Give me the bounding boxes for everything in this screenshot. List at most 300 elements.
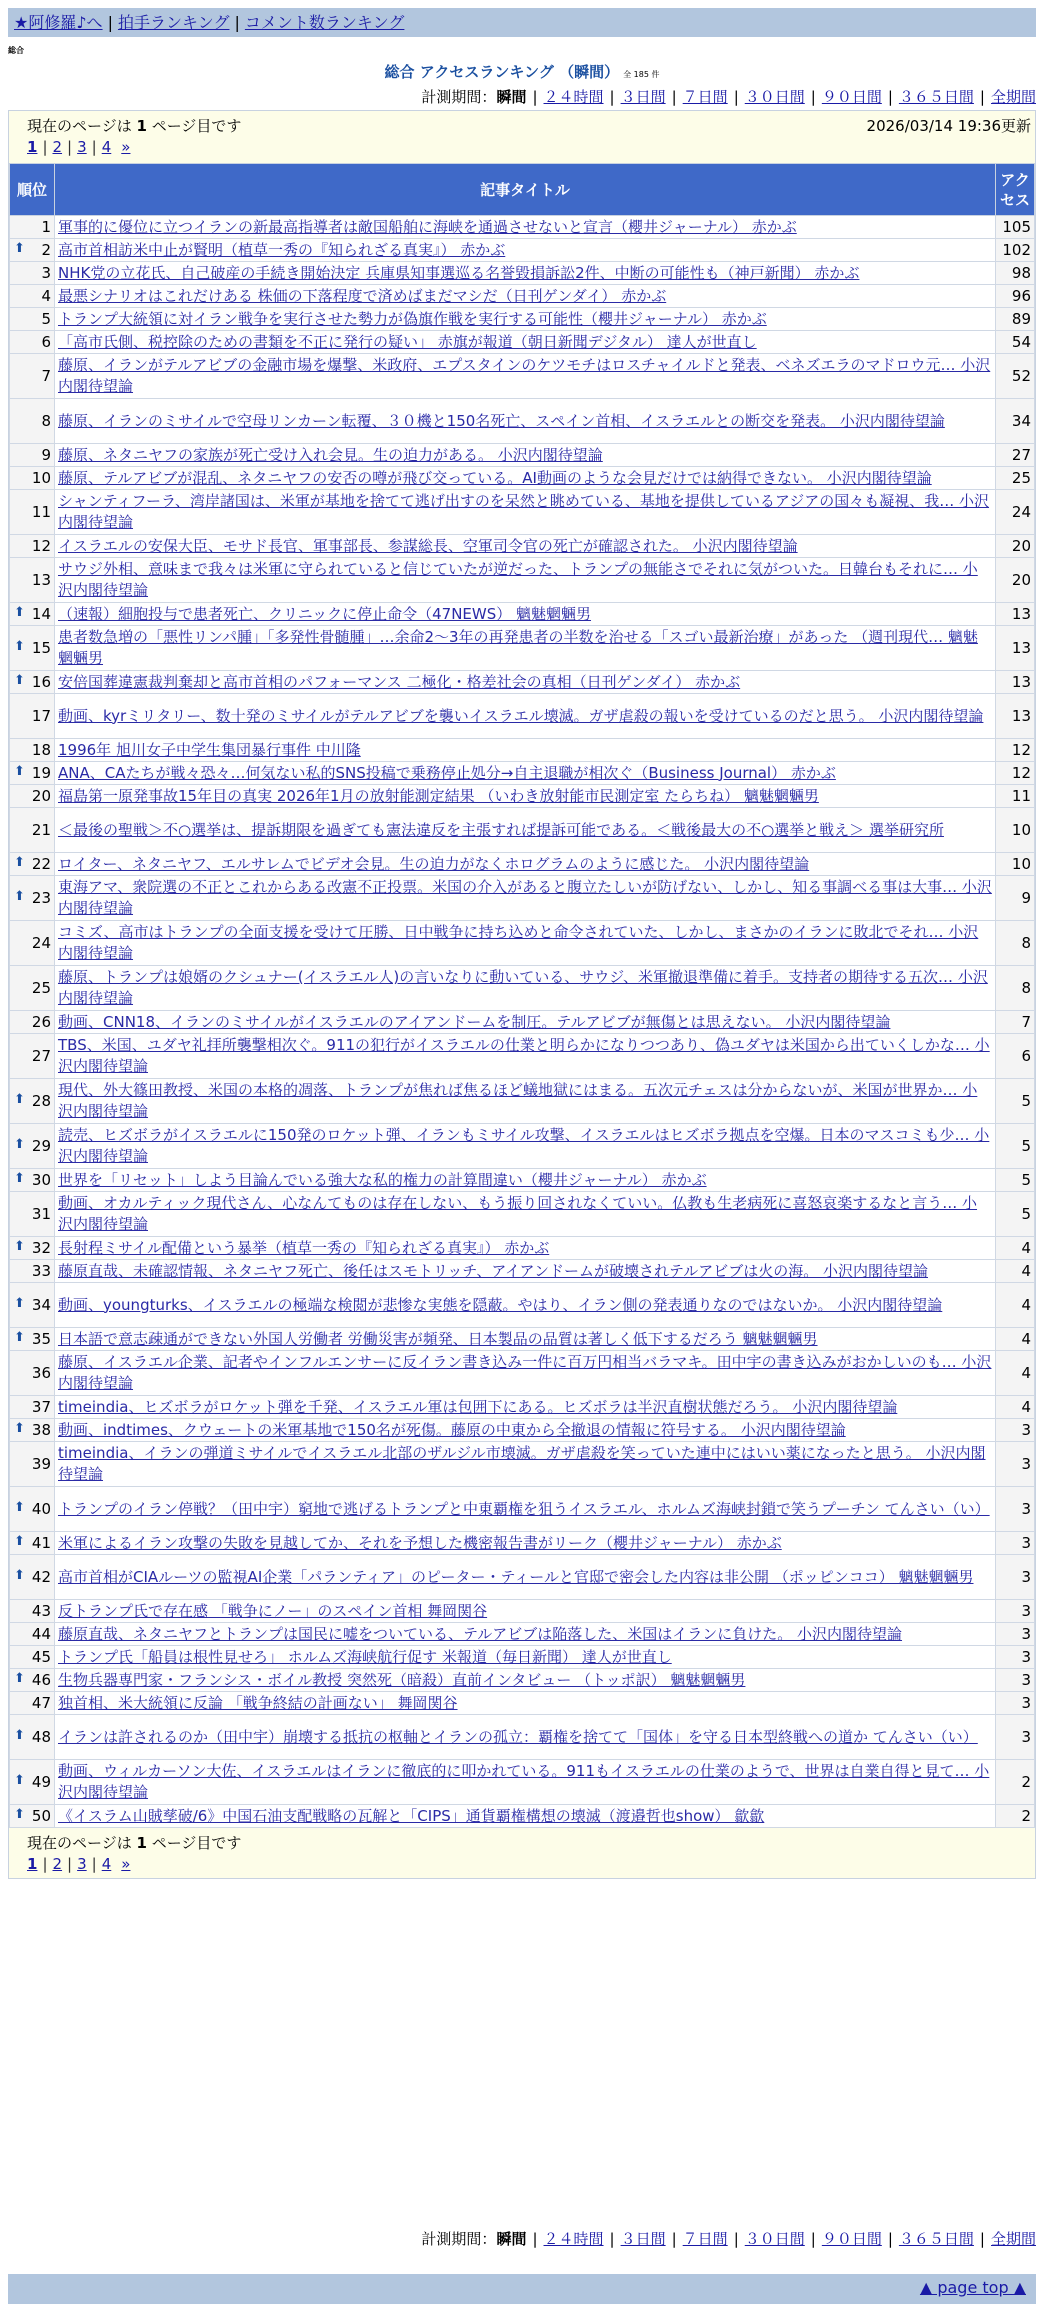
access-count: 102 xyxy=(996,239,1035,262)
rank-number: 32 xyxy=(31,1239,51,1257)
pager-page-3-bottom[interactable]: 3 xyxy=(77,1855,87,1873)
access-count: 2 xyxy=(996,1760,1035,1805)
table-row xyxy=(10,1532,1035,1555)
rank-number: 45 xyxy=(31,1648,51,1666)
article-link[interactable]: 高市首相訪米中止が賢明（植草一秀の『知られざる真実』） 赤かぶ xyxy=(58,240,506,259)
page-indicator-post-bottom: ページ目です xyxy=(151,1834,242,1852)
rank-cell xyxy=(10,853,55,876)
rank-up-arrow-icon: ⬆ xyxy=(14,855,25,870)
access-count: 3 xyxy=(996,1600,1035,1623)
rank-cell xyxy=(10,1715,55,1760)
article-link[interactable]: timeindia、イランの弾道ミサイルでイスラエル北部のザルジル市壊滅。ガザ虐殺を笑っていた連中にはいい薬になったと思う。 小沢内閣待望論 xyxy=(58,1444,986,1483)
period-365d-bottom[interactable]: ３６５日間 xyxy=(898,2230,974,2248)
rank-up-arrow-icon: ⬆ xyxy=(14,1773,25,1788)
article-link[interactable]: シャンティフーラ、湾岸諸国は、米軍が基地を捨てて逃げ出すのを呆然と眺めている、基地を提供しているアジアの国々も凝視、我… 小沢内閣待望論 xyxy=(58,492,990,531)
period-current: 瞬間 xyxy=(496,88,527,106)
article-link[interactable]: 長射程ミサイル配備という暴挙（植草一秀の『知られざる真実』） 赤かぶ xyxy=(58,1238,550,1257)
article-link[interactable]: 世界を「リセット」しよう目論んでいる強大な私的権力の計算間違い（櫻井ジャーナル） 赤かぶ xyxy=(58,1170,707,1189)
access-count: 3 xyxy=(996,1419,1035,1442)
table-row xyxy=(10,216,1035,239)
access-count: 3 xyxy=(996,1555,1035,1600)
pager-page-3[interactable]: 3 xyxy=(77,138,87,156)
rank-number: 2 xyxy=(41,241,51,259)
article-link[interactable]: イランは許されるのか（田中宇）崩壊する抵抗の枢軸とイランの孤立：覇権を捨てて「国体」を守る日本型終戦への道か てんさい（い） xyxy=(58,1727,978,1746)
title-cell xyxy=(55,739,996,762)
access-count: 5 xyxy=(996,1124,1035,1169)
rank-number: 34 xyxy=(31,1296,51,1314)
period-30d[interactable]: ３０日間 xyxy=(744,88,805,106)
access-count: 3 xyxy=(996,1692,1035,1715)
table-row xyxy=(10,308,1035,331)
pager-next[interactable]: » xyxy=(121,138,131,156)
col-rank-header: 順位 xyxy=(10,164,55,216)
article-link[interactable]: 藤原、イスラエル企業、記者やインフルエンサーに反イラン書き込み一件に百万円相当バラマキ。田中宇の書き込みがおかしいのも… 小沢内閣待望論 xyxy=(58,1353,992,1392)
rank-number: 21 xyxy=(31,821,51,839)
comment-ranking-link[interactable]: コメント数ランキング xyxy=(244,13,405,32)
rank-up-arrow-icon: ⬆ xyxy=(14,1137,25,1152)
table-row xyxy=(10,762,1035,785)
title-cell xyxy=(55,1760,996,1805)
article-link[interactable]: NHK党の立花氏、自己破産の手続き開始決定 兵庫県知事選巡る名誉毀損訴訟2件、中断の可能性も（神戸新聞） 赤かぶ xyxy=(58,263,860,282)
table-row xyxy=(10,354,1035,399)
table-row xyxy=(10,853,1035,876)
article-link[interactable]: サウジ外相、意味まで我々は米軍に守られていると信じていたが逆だった、トランプの無能さでそれに気がついた。日韓台もそれに… 小沢内閣待望論 xyxy=(58,560,978,599)
rank-number: 19 xyxy=(31,764,51,782)
title-cell xyxy=(55,1623,996,1646)
rank-cell xyxy=(10,1237,55,1260)
page-indicator xyxy=(27,115,241,136)
article-link[interactable]: 「高市氏側、税控除のための書類を不正に発行の疑い」 赤旗が報道（朝日新聞デジタル） 達人が世直し xyxy=(58,332,757,351)
access-count: 13 xyxy=(996,626,1035,671)
rank-number: 41 xyxy=(31,1534,51,1552)
title-cell xyxy=(55,785,996,808)
access-count: 6 xyxy=(996,1034,1035,1079)
pager-next-bottom[interactable]: » xyxy=(121,1855,131,1873)
article-link[interactable]: ＜最後の聖戦＞不○選挙は、提訴期限を過ぎても憲法違反を主張すれば提訴可能である。＜戦後最大の不○選挙と戦え＞ 選挙研究所 xyxy=(58,820,944,839)
rank-cell xyxy=(10,1351,55,1396)
access-count: 4 xyxy=(996,1396,1035,1419)
article-link[interactable]: 藤原、イランがテルアビブの金融市場を爆撃、米政府、エプスタインのケツモチはロスチャイルドと発表、ベネズエラのマドロウ元… 小沢内閣待望論 xyxy=(58,356,991,395)
article-link[interactable]: TBS、米国、ユダヤ礼拝所襲撃相次ぐ。911の犯行がイスラエルの仕業と明らかになりつつあり、偽ユダヤは米国から出ていくしかな… 小沢内閣待望論 xyxy=(58,1036,990,1075)
rank-number: 22 xyxy=(31,855,51,873)
rank-number: 20 xyxy=(31,787,51,805)
access-count: 5 xyxy=(996,1079,1035,1124)
rank-cell xyxy=(10,490,55,535)
title-cell xyxy=(55,876,996,921)
page-indicator-pre-bottom: 現在のページは xyxy=(27,1834,132,1852)
article-link[interactable]: 藤原、イランのミサイルで空母リンカーン転覆、３０機と150名死亡、スペイン首相、イスラエルとの断交を発表。 小沢内閣待望論 xyxy=(58,411,945,430)
rank-cell xyxy=(10,1646,55,1669)
table-row xyxy=(10,694,1035,739)
page-indicator-num-bottom: 1 xyxy=(136,1834,147,1852)
page-info-top xyxy=(9,111,1035,163)
rank-up-arrow-icon: ⬆ xyxy=(14,1171,25,1186)
article-link[interactable]: 軍事的に優位に立つイランの新最高指導者は敵国船舶に海峡を通過させないと宣言（櫻井ジャーナル） 赤かぶ xyxy=(58,217,797,236)
article-link[interactable]: 動画、ウィルカーソン大佐、イスラエルはイランに徹底的に叩かれている。911もイスラエルの仕業のようで、世界は自業自得と見て… 小沢内閣待望論 xyxy=(58,1762,990,1801)
table-row xyxy=(10,1079,1035,1124)
ranking-panel xyxy=(8,110,1036,1879)
access-count: 3 xyxy=(996,1623,1035,1646)
period-365d[interactable]: ３６５日間 xyxy=(898,88,974,106)
rank-number: 9 xyxy=(41,446,51,464)
article-link[interactable]: 読売、ヒズボラがイスラエルに150発のロケット弾、イランもミサイル攻撃、イスラエルはヒズボラ拠点を空爆。日本のマスコミも少… 小沢内閣待望論 xyxy=(58,1126,990,1165)
article-link[interactable]: 最悪シナリオはこれだけある 株価の下落程度で済めばまだマシだ（日刊ゲンダイ） 赤かぶ xyxy=(58,286,667,305)
category-label: 総合 xyxy=(8,46,24,55)
rank-cell xyxy=(10,1283,55,1328)
table-row xyxy=(10,1169,1035,1192)
rank-cell xyxy=(10,966,55,1011)
title-cell xyxy=(55,1805,996,1828)
rank-number: 14 xyxy=(31,605,51,623)
period-all[interactable]: 全期間 xyxy=(990,88,1036,106)
access-count: 8 xyxy=(996,921,1035,966)
article-link[interactable]: 動画、youngturks、イスラエルの極端な検閲が悲惨な実態を隠蔽。やはり、イラン側の発表通りなのではないか。 小沢内閣待望論 xyxy=(58,1295,943,1314)
access-count: 9 xyxy=(996,876,1035,921)
table-row xyxy=(10,626,1035,671)
title-cell xyxy=(55,308,996,331)
table-row xyxy=(10,1442,1035,1487)
article-link[interactable]: 藤原直哉、未確認情報、ネタニヤフ死亡、後任はスモトリッチ、アイアンドームが破壊されテルアビブは火の海。 小沢内閣待望論 xyxy=(58,1261,928,1280)
title-cell xyxy=(55,1715,996,1760)
table-row xyxy=(10,1623,1035,1646)
table-row xyxy=(10,739,1035,762)
article-link[interactable]: 高市首相がCIAルーツの監視AI企業「パランティア」のピーター・ティールと官邸で密会した内容は非公開 （ポッピンココ） 魑魅魍魎男 xyxy=(58,1567,974,1586)
rank-up-arrow-icon: ⬆ xyxy=(14,673,25,688)
article-link[interactable]: 動画、オカルティック現代さん、心なんてものは存在しない、もう振り回されなくていい。仏教も生老病死に喜怒哀楽するなと言う… 小沢内閣待望論 xyxy=(58,1194,978,1233)
rank-cell xyxy=(10,558,55,603)
access-count: 13 xyxy=(996,694,1035,739)
ranking-title: 総合 アクセスランキング （瞬間） xyxy=(384,63,620,81)
page-indicator-bottom xyxy=(27,1832,241,1853)
article-link[interactable]: 生物兵器専門家・フランシス・ボイル教授 突然死（暗殺）直前インタビュー （トッポ訳） 魑魅魍魎男 xyxy=(58,1670,746,1689)
rank-cell xyxy=(10,1532,55,1555)
access-count: 96 xyxy=(996,285,1035,308)
period-7d[interactable]: ７日間 xyxy=(682,88,728,106)
article-link[interactable]: 安倍国葬違憲裁判棄却と高市首相のパフォーマンス 二極化・格差社会の真相（日刊ゲンダイ） 赤かぶ xyxy=(58,672,741,691)
title-cell xyxy=(55,285,996,308)
page-info-bottom xyxy=(9,1828,1035,1878)
article-link[interactable]: timeindia、ヒズボラがロケット弾を千発、イスラエル軍は包囲下にある。ヒズボラは半沢直樹状態だろう。 小沢内閣待望論 xyxy=(58,1397,898,1416)
article-link[interactable]: トランプのイラン停戦？（田中宇）窮地で逃げるトランプと中東覇権を狙うイスラエル、ホルムズ海峡封鎖で笑うプーチン てんさい（い） xyxy=(58,1499,990,1518)
title-cell xyxy=(55,921,996,966)
rank-number: 37 xyxy=(31,1398,51,1416)
rank-cell xyxy=(10,1442,55,1487)
table-row xyxy=(10,1351,1035,1396)
article-link[interactable]: 藤原、テルアビブが混乱、ネタニヤフの安否の噂が飛び交っている。AI動画のような会見だけでは納得できない。 小沢内閣待望論 xyxy=(58,468,932,487)
title-cell xyxy=(55,1079,996,1124)
access-count: 20 xyxy=(996,535,1035,558)
period-24h[interactable]: ２４時間 xyxy=(543,88,604,106)
rank-number: 29 xyxy=(31,1137,51,1155)
article-link[interactable]: 動画、indtimes、クウェートの米軍基地で150名が死傷。藤原の中東から全撤退の情報に符号する。 小沢内閣待望論 xyxy=(58,1420,846,1439)
article-link[interactable]: ロイター、ネタニヤフ、エルサレムでビデオ会見。生の迫力がなくホログラムのように感じた。 小沢内閣待望論 xyxy=(58,854,810,873)
ranking-rows xyxy=(10,216,1035,1828)
access-count: 27 xyxy=(996,444,1035,467)
title-cell xyxy=(55,603,996,626)
article-link[interactable]: 《イスラム山賊孳破/6》中国石油支配戦略の瓦解と「CIPS」通貨覇権構想の壊滅（渡邉哲也show） 歙歙 xyxy=(58,1806,765,1825)
access-count: 3 xyxy=(996,1715,1035,1760)
rank-number: 49 xyxy=(31,1773,51,1791)
pager-bottom: 1 | 2 | 3 | 4 » xyxy=(27,1855,131,1873)
rank-up-arrow-icon: ⬆ xyxy=(14,1239,25,1254)
article-link[interactable]: 患者数急増の「悪性リンパ腫」「多発性骨髄腫」…余命2～3年の再発患者の半数を治せる「スゴい最新治療」があった （週刊現代… 魑魅魍魎男 xyxy=(58,628,978,667)
article-link[interactable]: 独首相、米大統領に反論 「戦争終結の計画ない」 舞岡関谷 xyxy=(58,1693,458,1712)
rank-number: 35 xyxy=(31,1330,51,1348)
rank-number: 50 xyxy=(31,1807,51,1825)
table-row xyxy=(10,966,1035,1011)
title-cell xyxy=(55,1600,996,1623)
rank-up-arrow-icon: ⬆ xyxy=(14,1421,25,1436)
rank-cell xyxy=(10,1192,55,1237)
title-cell xyxy=(55,262,996,285)
table-row xyxy=(10,1328,1035,1351)
rank-cell xyxy=(10,216,55,239)
pager-page-2[interactable]: 2 xyxy=(52,138,63,156)
total-count: 全 185 件 xyxy=(623,70,660,79)
article-link[interactable]: 米軍によるイラン攻撃の失敗を見越してか、それを予想した機密報告書がリーク（櫻井ジャーナル） 赤かぶ xyxy=(58,1533,782,1552)
rank-cell xyxy=(10,262,55,285)
rank-up-arrow-icon: ⬆ xyxy=(14,764,25,779)
period-7d-bottom[interactable]: ７日間 xyxy=(682,2230,728,2248)
pager-page-current-bottom[interactable]: 1 xyxy=(27,1855,38,1873)
clap-ranking-link[interactable]: 拍手ランキング xyxy=(117,13,230,32)
table-row xyxy=(10,785,1035,808)
rank-number: 17 xyxy=(31,707,51,725)
table-row xyxy=(10,1283,1035,1328)
article-link[interactable]: （速報）細胞投与で患者死亡、クリニックに停止命令（47NEWS） 魑魅魍魎男 xyxy=(58,604,592,623)
table-row xyxy=(10,1555,1035,1600)
pager-page-current[interactable]: 1 xyxy=(27,138,38,156)
access-count: 24 xyxy=(996,490,1035,535)
table-row xyxy=(10,535,1035,558)
title-cell xyxy=(55,1192,996,1237)
table-row xyxy=(10,1260,1035,1283)
rank-cell xyxy=(10,876,55,921)
access-count: 11 xyxy=(996,785,1035,808)
rank-cell xyxy=(10,331,55,354)
article-link[interactable]: 現代、外大篠田教授、米国の本格的凋落、トランプが焦れば焦るほど蟻地獄にはまる。五次元チェスは分からないが、米国が世界か… 小沢内閣待望論 xyxy=(58,1081,978,1120)
rank-number: 18 xyxy=(31,741,51,759)
table-row xyxy=(10,1646,1035,1669)
title-cell xyxy=(55,694,996,739)
rank-number: 7 xyxy=(41,367,51,385)
access-count: 12 xyxy=(996,739,1035,762)
rank-cell xyxy=(10,1034,55,1079)
article-link[interactable]: 藤原、ネタニヤフの家族が死亡受け入れ会見。生の迫力がある。 小沢内閣待望論 xyxy=(58,445,603,464)
title-cell xyxy=(55,1419,996,1442)
rank-cell xyxy=(10,1487,55,1532)
rank-number: 13 xyxy=(31,571,51,589)
access-count: 3 xyxy=(996,1669,1035,1692)
rank-number: 27 xyxy=(31,1047,51,1065)
rank-cell xyxy=(10,1396,55,1419)
article-link[interactable]: 福島第一原発事故15年目の真実 2026年1月の放射能測定結果 （いわき放射能市民測定室 たらちね） 魑魅魍魎男 xyxy=(58,786,819,805)
rank-cell xyxy=(10,1124,55,1169)
article-link[interactable]: 反トランプ氏で存在感 「戦争にノー」のスペイン首相 舞岡関谷 xyxy=(58,1601,488,1620)
rank-cell xyxy=(10,762,55,785)
rank-number: 26 xyxy=(31,1013,51,1031)
rank-cell xyxy=(10,1600,55,1623)
pager-page-4-bottom[interactable]: 4 xyxy=(101,1855,112,1873)
title-cell xyxy=(55,1692,996,1715)
title-cell xyxy=(55,558,996,603)
rank-number: 15 xyxy=(31,639,51,657)
title-cell xyxy=(55,671,996,694)
rank-number: 8 xyxy=(41,412,51,430)
table-row xyxy=(10,1237,1035,1260)
access-count: 10 xyxy=(996,808,1035,853)
home-link[interactable]: ★阿修羅♪へ xyxy=(14,13,103,32)
article-link[interactable]: 日本語で意志疎通ができない外国人労働者 労働災害が頻発、日本製品の品質は著しく低下するだろう 魑魅魍魎男 xyxy=(58,1329,818,1348)
table-row xyxy=(10,876,1035,921)
rank-cell xyxy=(10,308,55,331)
period-3d[interactable]: ３日間 xyxy=(620,88,666,106)
table-row xyxy=(10,1760,1035,1805)
rank-up-arrow-icon: ⬆ xyxy=(14,1092,25,1107)
article-link[interactable]: コミズ、高市はトランプの全面支援を受けて圧勝、日中戦争に持ち込めと命令されていた、しかし、まさかのイランに敗北でそれ… 小沢内閣待望論 xyxy=(58,923,979,962)
table-row xyxy=(10,808,1035,853)
period-3d-bottom[interactable]: ３日間 xyxy=(620,2230,666,2248)
rank-number: 11 xyxy=(31,503,51,521)
rank-up-arrow-icon: ⬆ xyxy=(14,889,25,904)
article-link[interactable]: 動画、CNN18、イランのミサイルがイスラエルのアイアンドームを制圧。テルアビブが無傷とは思えない。 小沢内閣待望論 xyxy=(58,1012,891,1031)
table-row xyxy=(10,1715,1035,1760)
table-row xyxy=(10,239,1035,262)
table-row xyxy=(10,1034,1035,1079)
access-count: 34 xyxy=(996,399,1035,444)
title-cell xyxy=(55,1124,996,1169)
rank-cell xyxy=(10,399,55,444)
rank-up-arrow-icon: ⬆ xyxy=(14,639,25,654)
title-cell xyxy=(55,853,996,876)
rank-cell xyxy=(10,1011,55,1034)
rank-number: 28 xyxy=(31,1092,51,1110)
rank-cell xyxy=(10,739,55,762)
article-link[interactable]: トランプ氏「船員は根性見せろ」 ホルムズ海峡航行促す 米報道（毎日新聞） 達人が世直し xyxy=(58,1647,672,1666)
title-cell xyxy=(55,1260,996,1283)
title-cell xyxy=(55,626,996,671)
period-selector-top: 計測期間：瞬間 | ２４時間 | ３日間 | ７日間 | ３０日間 | ９０日間 | ３６５日間 | 全期間 xyxy=(421,88,1036,106)
rank-cell xyxy=(10,1260,55,1283)
table-row xyxy=(10,1487,1035,1532)
access-count: 89 xyxy=(996,308,1035,331)
page-top-link[interactable]: ▲ page top ▲ xyxy=(919,2278,1026,2297)
rank-cell xyxy=(10,239,55,262)
rank-cell xyxy=(10,285,55,308)
period-90d[interactable]: ９０日間 xyxy=(821,88,882,106)
access-count: 4 xyxy=(996,1351,1035,1396)
rank-number: 10 xyxy=(31,469,51,487)
article-link[interactable]: 動画、kyrミリタリー、数十発のミサイルがテルアビブを襲いイスラエル壊滅。ガザ虐殺の報いを受けているのだと思う。 小沢内閣待望論 xyxy=(58,706,984,725)
table-row xyxy=(10,467,1035,490)
article-link[interactable]: 1996年 旭川女子中学生集団暴行事件 中川隆 xyxy=(58,740,361,759)
rank-up-arrow-icon: ⬆ xyxy=(14,241,25,256)
article-link[interactable]: イスラエルの安保大臣、モサド長官、軍事部長、参謀総長、空軍司令官の死亡が確認された。 小沢内閣待望論 xyxy=(58,536,798,555)
pager-page-4[interactable]: 4 xyxy=(101,138,112,156)
article-link[interactable]: 東海アマ、衆院選の不正とこれからある改憲不正投票。米国の介入があると腹立たしいが防げない、しかし、知る事調べる事は大事… 小沢内閣待望論 xyxy=(58,878,992,917)
access-count: 98 xyxy=(996,262,1035,285)
rank-number: 25 xyxy=(31,979,51,997)
table-row xyxy=(10,1600,1035,1623)
article-link[interactable]: ANA、CAたちが戦々恐々…何気ない私的SNS投稿で乗務停止処分→自主退職が相次ぐ（Business Journal） 赤かぶ xyxy=(58,763,836,782)
rank-number: 33 xyxy=(31,1262,51,1280)
rank-cell xyxy=(10,444,55,467)
period-24h-bottom[interactable]: ２４時間 xyxy=(543,2230,604,2248)
title-cell xyxy=(55,331,996,354)
article-link[interactable]: 藤原、トランプは娘婿のクシュナー(イスラエル人)の言いなりに動いている、サウジ、米軍撤退準備に着手。支持者の期待する五次… 小沢内閣待望論 xyxy=(58,968,988,1007)
rank-cell xyxy=(10,1419,55,1442)
table-row xyxy=(10,1124,1035,1169)
pager-top: 1 | 2 | 3 | 4 » xyxy=(27,138,131,156)
table-row xyxy=(10,671,1035,694)
rank-up-arrow-icon: ⬆ xyxy=(14,1728,25,1743)
rank-cell xyxy=(10,467,55,490)
title-cell xyxy=(55,1487,996,1532)
pager-page-2-bottom[interactable]: 2 xyxy=(52,1855,63,1873)
title-cell xyxy=(55,1532,996,1555)
table-row xyxy=(10,1192,1035,1237)
title-cell xyxy=(55,1396,996,1419)
title-cell xyxy=(55,1669,996,1692)
rank-cell xyxy=(10,785,55,808)
period-90d-bottom[interactable]: ９０日間 xyxy=(821,2230,882,2248)
page-indicator-num: 1 xyxy=(136,117,147,135)
title-cell xyxy=(55,444,996,467)
access-count: 4 xyxy=(996,1328,1035,1351)
rank-number: 12 xyxy=(31,537,51,555)
rank-number: 42 xyxy=(31,1568,51,1586)
access-count: 4 xyxy=(996,1237,1035,1260)
rank-cell xyxy=(10,1169,55,1192)
rank-cell xyxy=(10,1760,55,1805)
rank-up-arrow-icon: ⬆ xyxy=(14,1296,25,1311)
rank-number: 36 xyxy=(31,1364,51,1382)
rank-up-arrow-icon: ⬆ xyxy=(14,605,25,620)
access-count: 2 xyxy=(996,1805,1035,1828)
access-count: 20 xyxy=(996,558,1035,603)
access-count: 3 xyxy=(996,1646,1035,1669)
table-row xyxy=(10,331,1035,354)
rank-cell xyxy=(10,1692,55,1715)
table-row xyxy=(10,262,1035,285)
article-link[interactable]: トランプ大統領に対イラン戦争を実行させた勢力が偽旗作戦を実行する可能性（櫻井ジャーナル） 赤かぶ xyxy=(58,309,767,328)
period-30d-bottom[interactable]: ３０日間 xyxy=(744,2230,805,2248)
rank-up-arrow-icon: ⬆ xyxy=(14,1807,25,1822)
table-row xyxy=(10,1669,1035,1692)
table-row xyxy=(10,1419,1035,1442)
table-row xyxy=(10,399,1035,444)
rank-cell xyxy=(10,1328,55,1351)
rank-number: 40 xyxy=(31,1500,51,1518)
title-cell xyxy=(55,1351,996,1396)
rank-cell xyxy=(10,626,55,671)
rank-up-arrow-icon: ⬆ xyxy=(14,1330,25,1345)
rank-cell xyxy=(10,535,55,558)
table-row xyxy=(10,921,1035,966)
rank-number: 47 xyxy=(31,1694,51,1712)
rank-number: 38 xyxy=(31,1421,51,1439)
title-cell xyxy=(55,467,996,490)
access-count: 4 xyxy=(996,1283,1035,1328)
access-count: 3 xyxy=(996,1487,1035,1532)
rank-number: 39 xyxy=(31,1455,51,1473)
access-count: 3 xyxy=(996,1442,1035,1487)
period-all-bottom[interactable]: 全期間 xyxy=(990,2230,1036,2248)
title-cell xyxy=(55,535,996,558)
rank-cell xyxy=(10,1555,55,1600)
access-count: 5 xyxy=(996,1192,1035,1237)
article-link[interactable]: 藤原直哉、ネタニヤフとトランプは国民に嘘をついている、テルアビブは陥落した、米国はイランに負けた。 小沢内閣待望論 xyxy=(58,1624,903,1643)
